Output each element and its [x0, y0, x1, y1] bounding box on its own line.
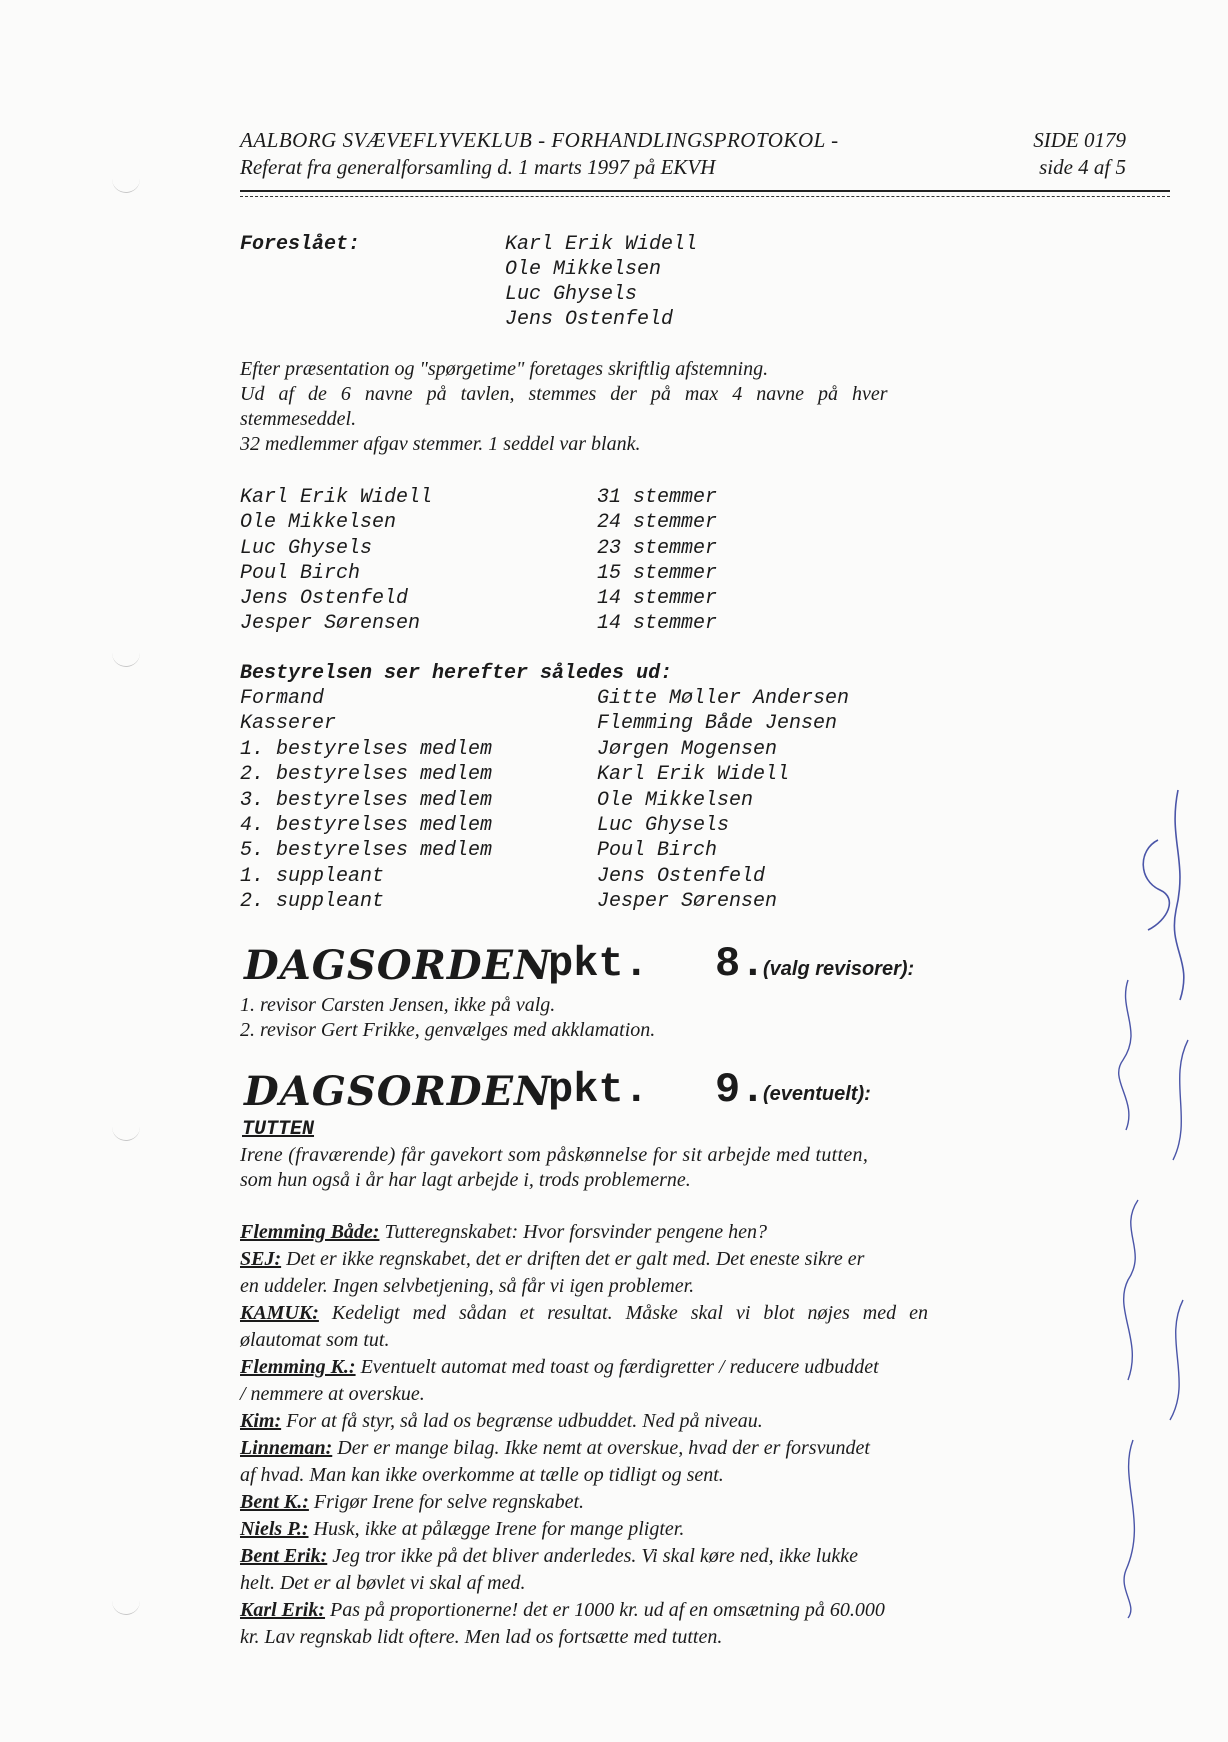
discussion-continuation: af hvad. Man kan ikke overkomme at tælle op tidligt og sent. — [240, 1464, 724, 1486]
page-number: SIDE 0179 — [1033, 128, 1126, 152]
speaker-name: Bent Erik: — [240, 1545, 328, 1567]
discussion-entry — [240, 1219, 1180, 1246]
vote-count: 14 stemmer — [597, 612, 718, 635]
punch-hole-mark — [112, 1126, 140, 1141]
speaker-name: Niels P.: — [240, 1518, 309, 1540]
board-member-name: Jørgen Mogensen — [597, 738, 778, 761]
item8-heading-word: DAGSORDEN — [244, 942, 552, 989]
board-role: 5. bestyrelses medlem — [240, 839, 493, 862]
election-text-line: stemmeseddel. — [240, 408, 357, 430]
punch-hole-mark — [112, 178, 140, 193]
discussion-entry — [240, 1354, 1180, 1381]
board-member-name: Ole Mikkelsen — [597, 789, 754, 812]
speaker-name: Karl Erik: — [240, 1599, 326, 1621]
speaker-name: KAMUK: — [240, 1302, 319, 1324]
speaker-name: Flemming K.: — [240, 1356, 356, 1378]
speaker-name: SEJ: — [240, 1248, 282, 1270]
vote-count: 31 stemmer — [597, 486, 718, 509]
vote-count: 14 stemmer — [597, 587, 718, 610]
speaker-text: Det er ikke regnskabet, det er driften det er galt med. Det eneste sikre er — [281, 1248, 865, 1270]
proposed-name: Jens Ostenfeld — [505, 308, 674, 331]
board-role: 2. suppleant — [240, 890, 385, 913]
election-text-line: Ud af de 6 navne på tavlen, stemmes der på max 4 navne på hver — [240, 383, 888, 405]
discussion-entry — [240, 1408, 1180, 1435]
tutten-intro-line: Irene (fraværende) får gavekort som påskønnelse for sit arbejde med tutten, — [240, 1144, 869, 1166]
item8-line: 2. revisor Gert Frikke, genvælges med akklamation. — [240, 1019, 656, 1041]
proposed-name: Karl Erik Widell — [505, 233, 698, 256]
vote-name: Jesper Sørensen — [240, 612, 421, 635]
item9-heading-word: DAGSORDEN — [244, 1068, 552, 1115]
speaker-text: Pas på proportionerne! det er 1000 kr. ud af en omsætning på 60.000 — [325, 1599, 885, 1621]
election-text-line: Efter præsentation og "spørgetime" foretages skriftlig afstemning. — [240, 358, 769, 380]
proposed-name: Ole Mikkelsen — [505, 258, 662, 281]
speaker-text: Frigør Irene for selve regnskabet. — [308, 1491, 585, 1513]
discussion-continuation: en uddeler. Ingen selvbetjening, så får vi igen problemer. — [240, 1275, 695, 1297]
board-role: 3. bestyrelses medlem — [240, 789, 493, 812]
discussion-entry — [240, 1516, 1180, 1543]
speaker-name: Bent K.: — [240, 1491, 309, 1513]
header-title: AALBORG SVÆVEFLYVEKLUB - FORHANDLINGSPROTOKOL - — [240, 128, 839, 152]
header-rule — [240, 190, 1170, 197]
item8-heading-number: 8. — [715, 940, 766, 988]
discussion-continuation: helt. Det er al bøvlet vi skal af med. — [240, 1572, 526, 1594]
discussion-entry — [240, 1597, 1180, 1624]
discussion-continuation: ølautomat som tut. — [240, 1329, 390, 1351]
board-member-name: Gitte Møller Andersen — [597, 687, 850, 710]
board-role: Kasserer — [240, 712, 337, 735]
discussion-entry — [240, 1543, 1180, 1570]
discussion-entry — [240, 1246, 1180, 1273]
discussion-continuation: kr. Lav regnskab lidt oftere. Men lad os fortsætte med tutten. — [240, 1626, 723, 1648]
speaker-text: Jeg tror ikke på det bliver anderledes. Vi skal køre ned, ikke lukke — [327, 1545, 858, 1567]
board-heading: Bestyrelsen ser herefter således ud: — [240, 662, 673, 685]
board-member-name: Poul Birch — [597, 839, 718, 862]
proposed-label: Foreslået: — [240, 233, 361, 256]
discussion-entry — [240, 1435, 1180, 1462]
board-member-name: Jens Ostenfeld — [597, 865, 766, 888]
discussion-entry — [240, 1300, 1180, 1327]
speaker-name: Linneman: — [240, 1437, 333, 1459]
tutten-intro-line: som hun også i år har lagt arbejde i, trods problemerne. — [240, 1169, 691, 1191]
item9-heading-pkt: pkt. — [548, 1066, 649, 1114]
vote-count: 24 stemmer — [597, 511, 718, 534]
header-subtitle: Referat fra generalforsamling d. 1 marts 1997 på EKVH — [240, 155, 716, 179]
page-count: side 4 af 5 — [1039, 155, 1126, 179]
proposed-name: Luc Ghysels — [505, 283, 638, 306]
board-role: Formand — [240, 687, 325, 710]
item8-line: 1. revisor Carsten Jensen, ikke på valg. — [240, 994, 556, 1016]
speaker-text: Tutteregnskabet: Hvor forsvinder pengene hen? — [379, 1221, 767, 1243]
speaker-name: Kim: — [240, 1410, 282, 1432]
speaker-text: Eventuelt automat med toast og færdigretter / reducere udbuddet — [355, 1356, 879, 1378]
tutten-subheading: TUTTEN — [242, 1118, 315, 1141]
vote-name: Luc Ghysels — [240, 537, 373, 560]
board-role: 1. bestyrelses medlem — [240, 738, 493, 761]
item9-heading-note: (eventuelt): — [763, 1083, 871, 1105]
item9-heading-number: 9. — [715, 1066, 766, 1114]
board-role: 4. bestyrelses medlem — [240, 814, 493, 837]
item8-heading-pkt: pkt. — [548, 940, 649, 988]
speaker-text: Kedeligt med sådan et resultat. Måske skal vi blot nøjes med en — [318, 1302, 928, 1324]
discussion-entry — [240, 1489, 1180, 1516]
vote-name: Karl Erik Widell — [240, 486, 433, 509]
speaker-text: Husk, ikke at pålægge Irene for mange pligter. — [308, 1518, 685, 1540]
speaker-name: Flemming Både: — [240, 1221, 380, 1243]
speaker-text: For at få styr, så lad os begrænse udbuddet. Ned på niveau. — [281, 1410, 763, 1432]
board-member-name: Flemming Både Jensen — [597, 712, 838, 735]
board-member-name: Karl Erik Widell — [597, 763, 790, 786]
board-role: 2. bestyrelses medlem — [240, 763, 493, 786]
board-role: 1. suppleant — [240, 865, 385, 888]
vote-count: 23 stemmer — [597, 537, 718, 560]
discussion-continuation: / nemmere at overskue. — [240, 1383, 425, 1405]
board-member-name: Jesper Sørensen — [597, 890, 778, 913]
handwritten-signature — [1098, 780, 1208, 1620]
vote-name: Poul Birch — [240, 562, 361, 585]
item8-heading-note: (valg revisorer): — [763, 958, 915, 980]
punch-hole-mark — [112, 1600, 140, 1615]
election-text-line: 32 medlemmer afgav stemmer. 1 seddel var blank. — [240, 433, 641, 455]
board-member-name: Luc Ghysels — [597, 814, 730, 837]
vote-name: Jens Ostenfeld — [240, 587, 409, 610]
vote-count: 15 stemmer — [597, 562, 718, 585]
speaker-text: Der er mange bilag. Ikke nemt at overskue, hvad der er forsvundet — [332, 1437, 870, 1459]
vote-name: Ole Mikkelsen — [240, 511, 397, 534]
punch-hole-mark — [112, 652, 140, 667]
